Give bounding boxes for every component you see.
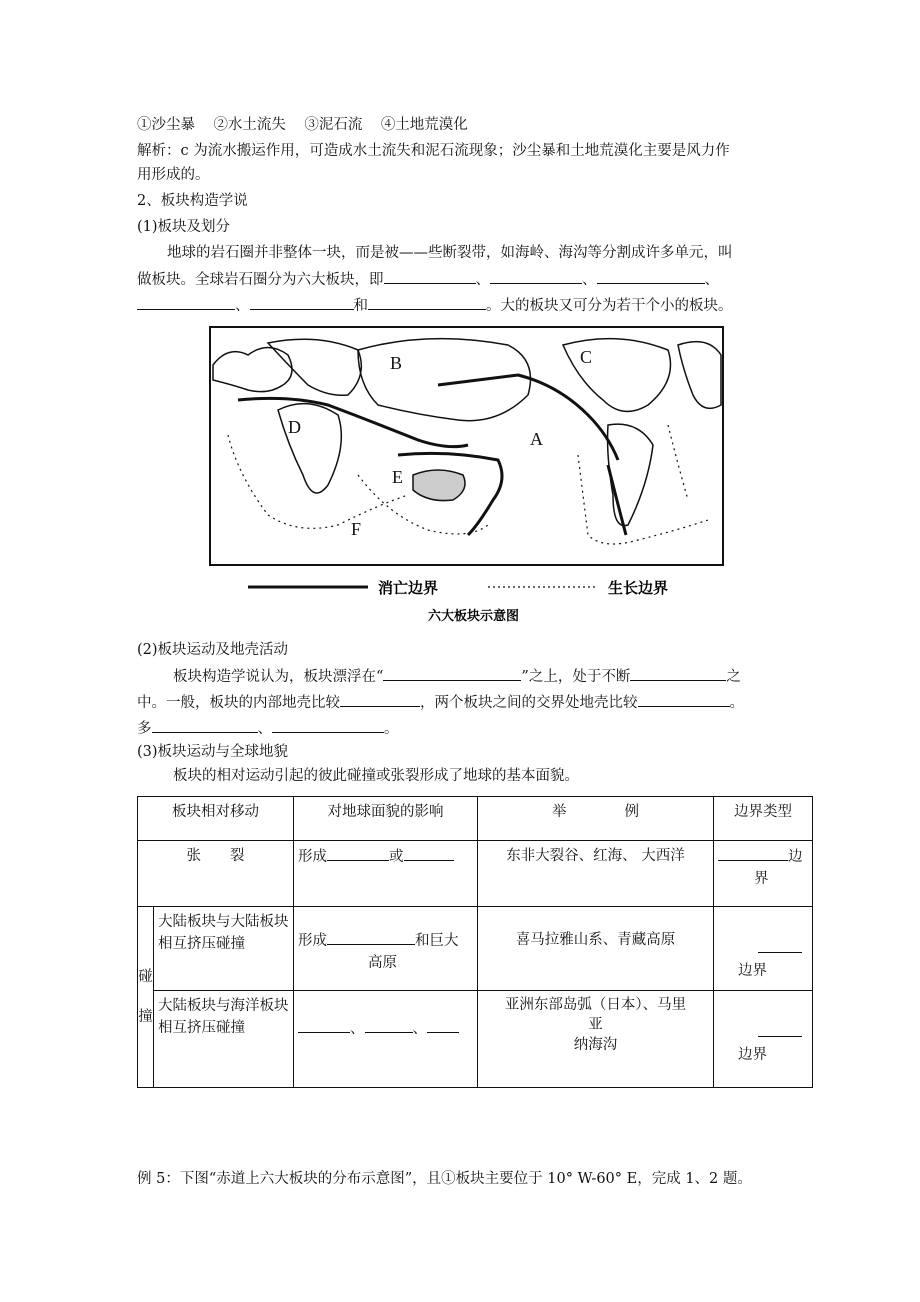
blank-stable[interactable] bbox=[340, 691, 420, 707]
blank-active[interactable] bbox=[638, 691, 730, 707]
sub2-line-2 bbox=[137, 691, 744, 714]
sub1-p3-end: 。大的板块又可分为若干个小的板块。 bbox=[486, 298, 733, 314]
blank-rift-1[interactable] bbox=[327, 845, 389, 861]
plate-label-c: C bbox=[580, 347, 593, 367]
option-4: ④土地荒漠化 bbox=[380, 117, 468, 133]
blank-co-3[interactable] bbox=[427, 1017, 459, 1033]
blank-plate-6[interactable] bbox=[368, 294, 486, 310]
blank-plate-1[interactable] bbox=[384, 268, 476, 284]
header-effect: 对地球面貌的影响 bbox=[294, 797, 478, 841]
sub1-paragraph-2 bbox=[137, 268, 719, 291]
sub3-heading: (3)板块运动与全球地貌 bbox=[137, 744, 289, 760]
cc-effect: 形成 和巨大 高原 bbox=[294, 907, 478, 991]
blank-co-2[interactable] bbox=[365, 1017, 413, 1033]
example-5: 例 5：下图“赤道上六大板块的分布示意图”，且①板块主要位于 10° W-60° E，完成 1、2 题。 bbox=[137, 1171, 752, 1187]
blank-plate-3[interactable] bbox=[597, 268, 705, 284]
sub1-paragraph-1: 地球的岩石圈并非整体一块，而是被——些断裂带，如海岭、海沟等分割成许多单元，叫 bbox=[167, 245, 733, 261]
rift-effect: 形成 或 bbox=[294, 841, 478, 907]
header-example: 举 例 bbox=[478, 797, 714, 841]
sub1-heading: (1)板块及划分 bbox=[137, 219, 231, 235]
sep: 、 bbox=[235, 298, 250, 314]
legend-growth-label: 生长边界 bbox=[608, 579, 669, 597]
blank-motion[interactable] bbox=[630, 665, 726, 681]
blank-cc-1[interactable] bbox=[327, 929, 415, 945]
sub2-l3-c: 。 bbox=[384, 721, 399, 737]
blank-plate-2[interactable] bbox=[490, 268, 582, 284]
co-effect: 、 、 bbox=[294, 991, 478, 1088]
plate-label-a: A bbox=[530, 429, 543, 449]
rift-boundary: 边 界 bbox=[714, 841, 813, 907]
sep: 、 bbox=[704, 272, 719, 288]
cc-type: 大陆板块与大陆板块相互挤压碰撞 bbox=[154, 907, 294, 991]
blank-rift-boundary[interactable] bbox=[718, 845, 788, 861]
sub2-line-1 bbox=[173, 665, 741, 688]
continent-australia bbox=[413, 470, 465, 501]
sub2-l1-a: 板块构造学说认为，板块漂浮在“ bbox=[173, 669, 384, 685]
and-word: 和 bbox=[353, 298, 368, 314]
analysis-line-1: 解析：c 为流水搬运作用，可造成水土流失和泥石流现象；沙尘暴和土地荒漠化主要是风力作 bbox=[137, 143, 730, 159]
rift-example: 东非大裂谷、红海、 大西洋 bbox=[478, 841, 714, 907]
cc-example: 喜马拉雅山系、青藏高原 bbox=[478, 907, 714, 991]
table-row-co bbox=[138, 991, 813, 1088]
legend-subduction-label: 消亡边界 bbox=[378, 579, 439, 597]
rift-type: 张 裂 bbox=[138, 841, 294, 907]
section-title: 2、板块构造学说 bbox=[137, 193, 248, 209]
blank-earthquake[interactable] bbox=[272, 717, 384, 733]
plate-map bbox=[208, 325, 725, 627]
collision-label: 碰 撞 bbox=[138, 907, 154, 1088]
sub1-paragraph-3 bbox=[137, 294, 733, 317]
plate-label-d: D bbox=[288, 417, 301, 437]
header-boundary: 边界类型 bbox=[714, 797, 813, 841]
header-movement: 板块相对移动 bbox=[138, 797, 294, 841]
map-caption: 六大板块示意图 bbox=[428, 609, 520, 624]
plate-label-e: E bbox=[392, 467, 403, 487]
plate-map-svg bbox=[208, 325, 725, 627]
sub2-l1-b: ”之上，处于不断 bbox=[521, 669, 631, 685]
blank-co-boundary[interactable] bbox=[758, 1021, 802, 1037]
sub2-l3-b: 、 bbox=[257, 721, 272, 737]
blank-cc-boundary[interactable] bbox=[758, 937, 802, 953]
sub2-heading: (2)板块运动及地壳活动 bbox=[137, 642, 289, 658]
blank-co-1[interactable] bbox=[298, 1017, 350, 1033]
co-type: 大陆板块与海洋板块相互挤压碰撞 bbox=[154, 991, 294, 1088]
blank-asthenosphere[interactable] bbox=[383, 665, 521, 681]
blank-rift-2[interactable] bbox=[404, 845, 454, 861]
co-example: 亚洲东部岛弧（日本）、马里 亚 纳海沟 bbox=[478, 991, 714, 1088]
sub3-paragraph: 板块的相对运动引起的彼此碰撞或张裂形成了地球的基本面貌。 bbox=[173, 768, 579, 784]
sub2-l1-c: 之 bbox=[726, 669, 741, 685]
co-boundary: 边界 bbox=[714, 991, 813, 1088]
sep: 、 bbox=[475, 272, 490, 288]
plate-label-b: B bbox=[390, 353, 403, 373]
blank-volcano[interactable] bbox=[152, 717, 258, 733]
option-3: ③泥石流 bbox=[304, 117, 363, 133]
sub2-l2-c: 。 bbox=[729, 695, 744, 711]
plate-label-f: F bbox=[351, 519, 362, 539]
sep: 、 bbox=[582, 272, 597, 288]
sub1-p2-text: 做板块。全球岩石圈分为六大板块，即 bbox=[137, 272, 384, 288]
blank-plate-5[interactable] bbox=[250, 294, 354, 310]
table-header-row bbox=[138, 797, 813, 841]
table-row-rift bbox=[138, 841, 813, 907]
option-1: ①沙尘暴 bbox=[137, 117, 195, 133]
analysis-line-2: 用形成的。 bbox=[137, 167, 210, 183]
cc-boundary: 边界 bbox=[714, 907, 813, 991]
sub2-line-3 bbox=[137, 717, 399, 740]
plate-table bbox=[137, 796, 813, 1088]
sub2-l2-a: 中。一般，板块的内部地壳比较 bbox=[137, 695, 340, 711]
options-line bbox=[137, 114, 468, 136]
sub2-l2-b: ，两个板块之间的交界处地壳比较 bbox=[420, 695, 638, 711]
blank-plate-4[interactable] bbox=[137, 294, 235, 310]
option-2: ②水土流失 bbox=[213, 117, 286, 133]
table-row-cc bbox=[138, 907, 813, 991]
sub2-l3-a: 多 bbox=[137, 721, 152, 737]
